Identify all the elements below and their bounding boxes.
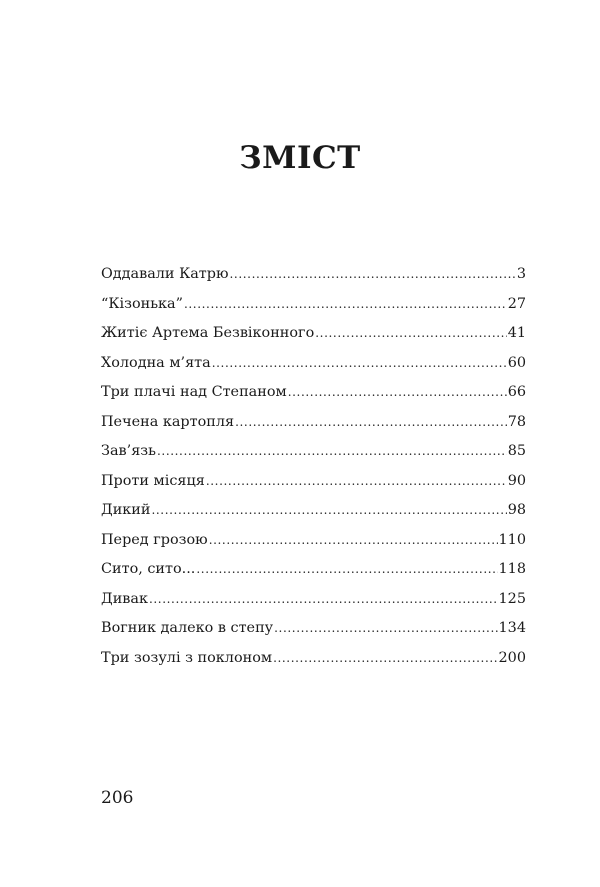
toc-entry-page: 3 — [516, 266, 526, 282]
toc-leader-dots — [235, 408, 507, 438]
toc-entry-page: 125 — [498, 590, 526, 607]
toc-entry-page: 78 — [507, 413, 526, 430]
toc-entry — [101, 378, 526, 408]
toc-leader-dots — [184, 290, 507, 320]
page-title: ЗМІСТ — [239, 140, 361, 176]
toc-entry-title: Проти місяця — [101, 472, 205, 489]
toc-entry-title: Дикий — [101, 502, 151, 518]
toc-entry-title: Житіє Артема Безвіконного — [101, 325, 315, 341]
toc-entry — [101, 349, 526, 379]
toc-entry — [101, 585, 526, 615]
toc-entry — [101, 526, 526, 556]
toc-entry-page: 41 — [507, 325, 526, 341]
toc-leader-dots — [149, 585, 498, 615]
toc-entry — [101, 290, 526, 320]
toc-leader-dots — [288, 378, 507, 408]
toc-entry — [101, 437, 526, 467]
page-number: 206 — [101, 788, 134, 808]
toc-leader-dots — [212, 349, 507, 379]
toc-leader-dots — [196, 555, 497, 585]
toc-entry — [101, 319, 526, 349]
toc-entry-title: Зав’язь — [101, 443, 156, 459]
toc-leader-dots — [209, 526, 498, 556]
toc-entry-title: Печена картопля — [101, 413, 235, 430]
toc-entry-title: Холодна м’ята — [101, 354, 211, 371]
toc-entry-page: 110 — [498, 531, 526, 548]
toc-entry-page: 98 — [507, 502, 526, 518]
toc-entry-page: 134 — [498, 620, 526, 636]
toc-leader-dots — [315, 319, 506, 349]
toc-leader-dots — [274, 614, 497, 644]
toc-entry — [101, 496, 526, 526]
toc-entry-page: 90 — [507, 472, 526, 489]
toc-leader-dots — [273, 644, 497, 674]
toc-entry-page: 85 — [507, 443, 526, 459]
toc-entry — [101, 408, 526, 438]
toc-entry — [101, 644, 526, 674]
toc-entry-page: 60 — [507, 354, 526, 371]
toc-entry-page: 66 — [507, 384, 526, 400]
toc-entry-page: 200 — [498, 649, 526, 666]
toc-entry-title: Перед грозою — [101, 531, 208, 548]
toc-entry-title: Три плачі над Степаном — [101, 384, 287, 400]
toc-leader-dots — [151, 496, 506, 526]
toc-leader-dots — [230, 260, 516, 290]
toc-entry-page: 27 — [507, 295, 526, 312]
toc-entry — [101, 614, 526, 644]
toc-leader-dots — [206, 467, 507, 497]
toc-entry-title: Три зозулі з поклоном — [101, 649, 273, 666]
toc-entry-page: 118 — [498, 561, 526, 577]
table-of-contents — [101, 260, 526, 673]
toc-entry — [101, 260, 526, 290]
toc-entry-title: Дивак — [101, 590, 148, 607]
toc-entry-title: “Кізонька” — [101, 295, 183, 312]
toc-entry-title: Сито, сито... — [101, 561, 196, 577]
toc-entry — [101, 555, 526, 585]
toc-leader-dots — [157, 437, 507, 467]
toc-entry — [101, 467, 526, 497]
toc-entry-title: Оддавали Катрю — [101, 266, 229, 282]
toc-entry-title: Вогник далеко в степу — [101, 620, 274, 636]
